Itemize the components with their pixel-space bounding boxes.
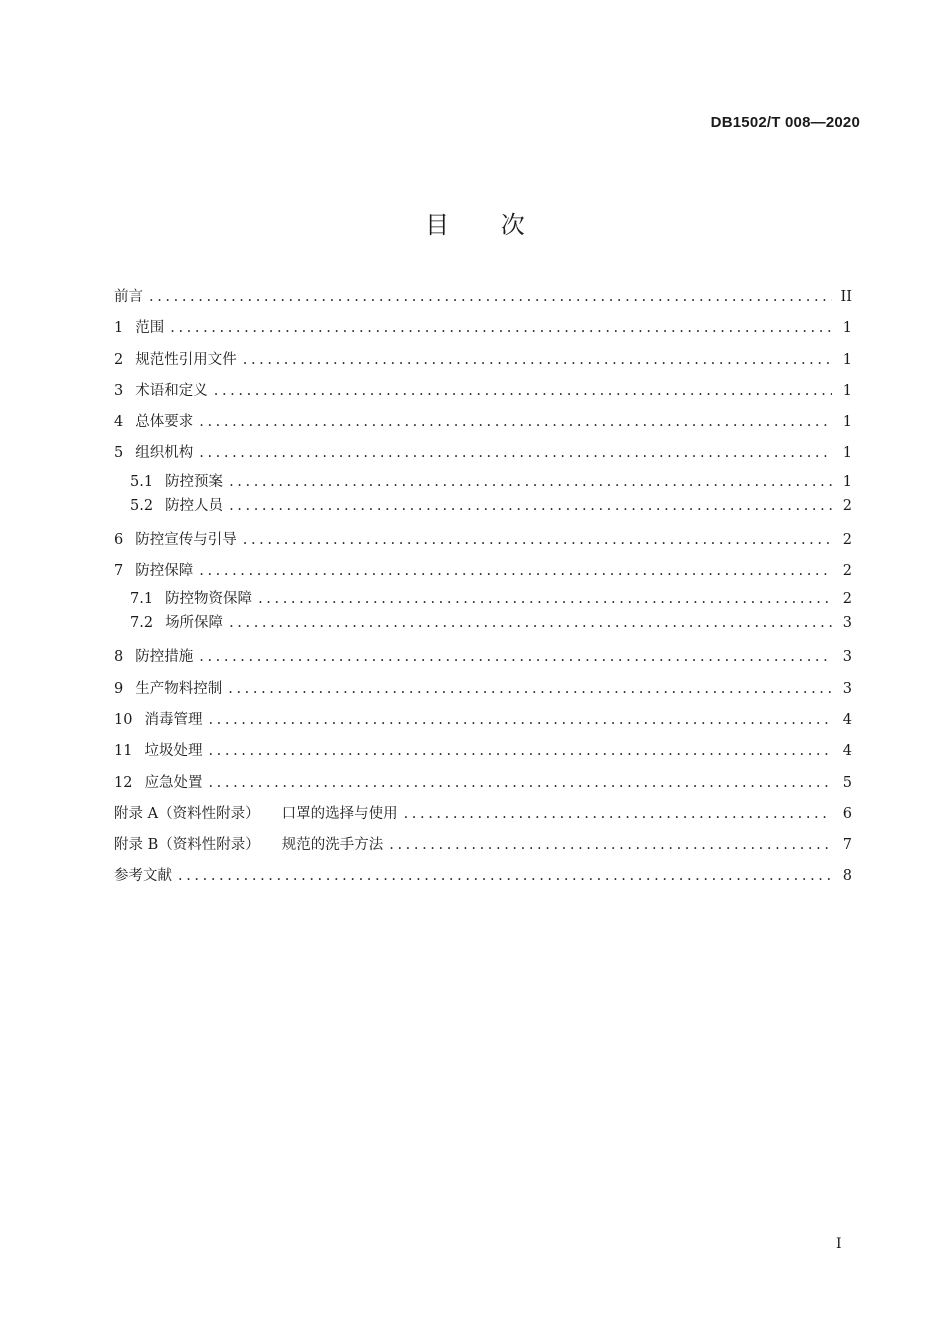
toc-entry-label: 前言 (114, 289, 143, 305)
toc-page-number: II (840, 289, 852, 305)
toc-leader-dots (199, 556, 832, 587)
toc-entry-label: 范围 (135, 320, 165, 337)
toc-leader-dots (404, 799, 832, 830)
toc-page-number: 4 (842, 743, 852, 760)
toc-entry-label: 防控措施 (135, 649, 194, 666)
toc-leader-dots (149, 282, 832, 313)
toc-entry-4[interactable] (114, 407, 852, 438)
toc-entry-number: 7.2 (130, 615, 154, 632)
toc-page-number: 2 (842, 591, 852, 608)
toc-leader-dots (243, 525, 832, 556)
document-code: DB1502/T 008—2020 (710, 114, 860, 131)
toc-entry-5[interactable] (114, 438, 852, 469)
toc-page-number: 1 (842, 445, 852, 462)
toc-entry-number: 5.1 (130, 473, 154, 490)
toc-entry-number: 11 (114, 743, 133, 760)
toc-entry-number: 7.1 (130, 591, 154, 608)
toc-leader-dots (228, 674, 832, 705)
toc-entry-11[interactable] (114, 736, 852, 767)
toc-entry-number: 7 (114, 563, 124, 580)
toc-entry-5-1[interactable] (114, 470, 852, 494)
toc-entry-label: 组织机构 (135, 445, 194, 462)
toc-page-number: 1 (842, 473, 852, 490)
toc-entry-number: 10 (114, 711, 133, 728)
toc-entry-label: 防控人员 (165, 497, 224, 514)
toc-leader-dots (258, 587, 832, 611)
toc-entry-6[interactable] (114, 525, 852, 556)
toc-page-number: 8 (842, 868, 852, 885)
toc-entry-label: 防控宣传与引导 (135, 531, 237, 548)
toc-leader-dots (208, 705, 832, 736)
toc-entry-label: 参考文献 (114, 868, 172, 885)
toc-entry-number: 5.2 (130, 497, 154, 514)
toc-entry-appendix-a[interactable] (114, 799, 852, 830)
toc-page-number: 3 (842, 615, 852, 632)
toc-entry-5-2[interactable] (114, 494, 852, 518)
toc-title: 目 次 (425, 211, 547, 239)
toc-entry-8[interactable] (114, 642, 852, 673)
toc-leader-dots (229, 494, 832, 518)
toc-entry-number: 5 (114, 445, 124, 462)
toc-entry-9[interactable] (114, 674, 852, 705)
toc-leader-dots (208, 736, 832, 767)
toc-leader-dots (178, 861, 832, 892)
toc-entry-7[interactable] (114, 556, 852, 587)
toc-page-number: 3 (842, 680, 852, 697)
toc-leader-dots (199, 642, 832, 673)
toc-page-number: 5 (842, 774, 852, 791)
toc-page-number: 3 (842, 649, 852, 666)
toc-entry-appendix-b[interactable] (114, 830, 852, 861)
table-of-contents (114, 282, 852, 893)
toc-entry-label: 防控保障 (135, 563, 194, 580)
toc-entry-number: 12 (114, 774, 133, 791)
toc-entry-3[interactable] (114, 376, 852, 407)
toc-entry-label: 垃圾处理 (144, 743, 203, 760)
toc-appendix-prefix: 附录 B（资料性附录） (114, 837, 260, 854)
toc-entry-label: 场所保障 (165, 615, 224, 632)
toc-entry-number: 3 (114, 382, 124, 399)
toc-entry-label: 口罩的选择与使用 (281, 805, 398, 822)
toc-page-number: 1 (842, 351, 852, 368)
toc-appendix-prefix: 附录 A（资料性附录） (114, 805, 260, 822)
toc-entry-label: 应急处置 (144, 774, 203, 791)
toc-entry-label: 消毒管理 (144, 711, 203, 728)
toc-entry-label: 防控物资保障 (165, 591, 253, 608)
toc-page-number: 6 (842, 805, 852, 822)
toc-entry-12[interactable] (114, 768, 852, 799)
toc-leader-dots (243, 345, 832, 376)
toc-entry-references[interactable] (114, 861, 852, 892)
toc-page-number: 2 (842, 531, 852, 548)
toc-entry-label: 术语和定义 (135, 382, 208, 399)
toc-page-number: 1 (842, 382, 852, 399)
toc-entry-label: 规范的洗手方法 (281, 837, 384, 854)
toc-entry-label: 总体要求 (135, 414, 194, 431)
toc-entry-label: 防控预案 (165, 473, 224, 490)
toc-leader-dots (229, 611, 832, 635)
toc-page-number: 7 (842, 837, 852, 854)
toc-entry-foreword[interactable] (114, 282, 852, 313)
toc-leader-dots (214, 376, 832, 407)
toc-entry-number: 6 (114, 531, 124, 548)
toc-entry-number: 9 (114, 680, 124, 697)
toc-entry-number: 1 (114, 320, 124, 337)
toc-page-number: 1 (842, 414, 852, 431)
toc-page-number: 2 (842, 497, 852, 514)
toc-leader-dots (208, 768, 832, 799)
toc-entry-7-2[interactable] (114, 611, 852, 635)
toc-leader-dots (170, 313, 832, 344)
footer-page-number: I (836, 1236, 842, 1252)
toc-page-number: 4 (842, 711, 852, 728)
toc-entry-2[interactable] (114, 345, 852, 376)
toc-entry-number: 4 (114, 414, 124, 431)
toc-entry-10[interactable] (114, 705, 852, 736)
toc-entry-label: 规范性引用文件 (135, 351, 237, 368)
toc-leader-dots (229, 470, 832, 494)
toc-entry-label: 生产物料控制 (135, 680, 223, 697)
toc-leader-dots (199, 407, 832, 438)
toc-entry-1[interactable] (114, 313, 852, 344)
toc-entry-7-1[interactable] (114, 587, 852, 611)
toc-page-number: 2 (842, 563, 852, 580)
toc-leader-dots (389, 830, 832, 861)
toc-page-number: 1 (842, 320, 852, 337)
toc-entry-number: 2 (114, 351, 124, 368)
toc-leader-dots (199, 438, 832, 469)
toc-entry-number: 8 (114, 649, 124, 666)
